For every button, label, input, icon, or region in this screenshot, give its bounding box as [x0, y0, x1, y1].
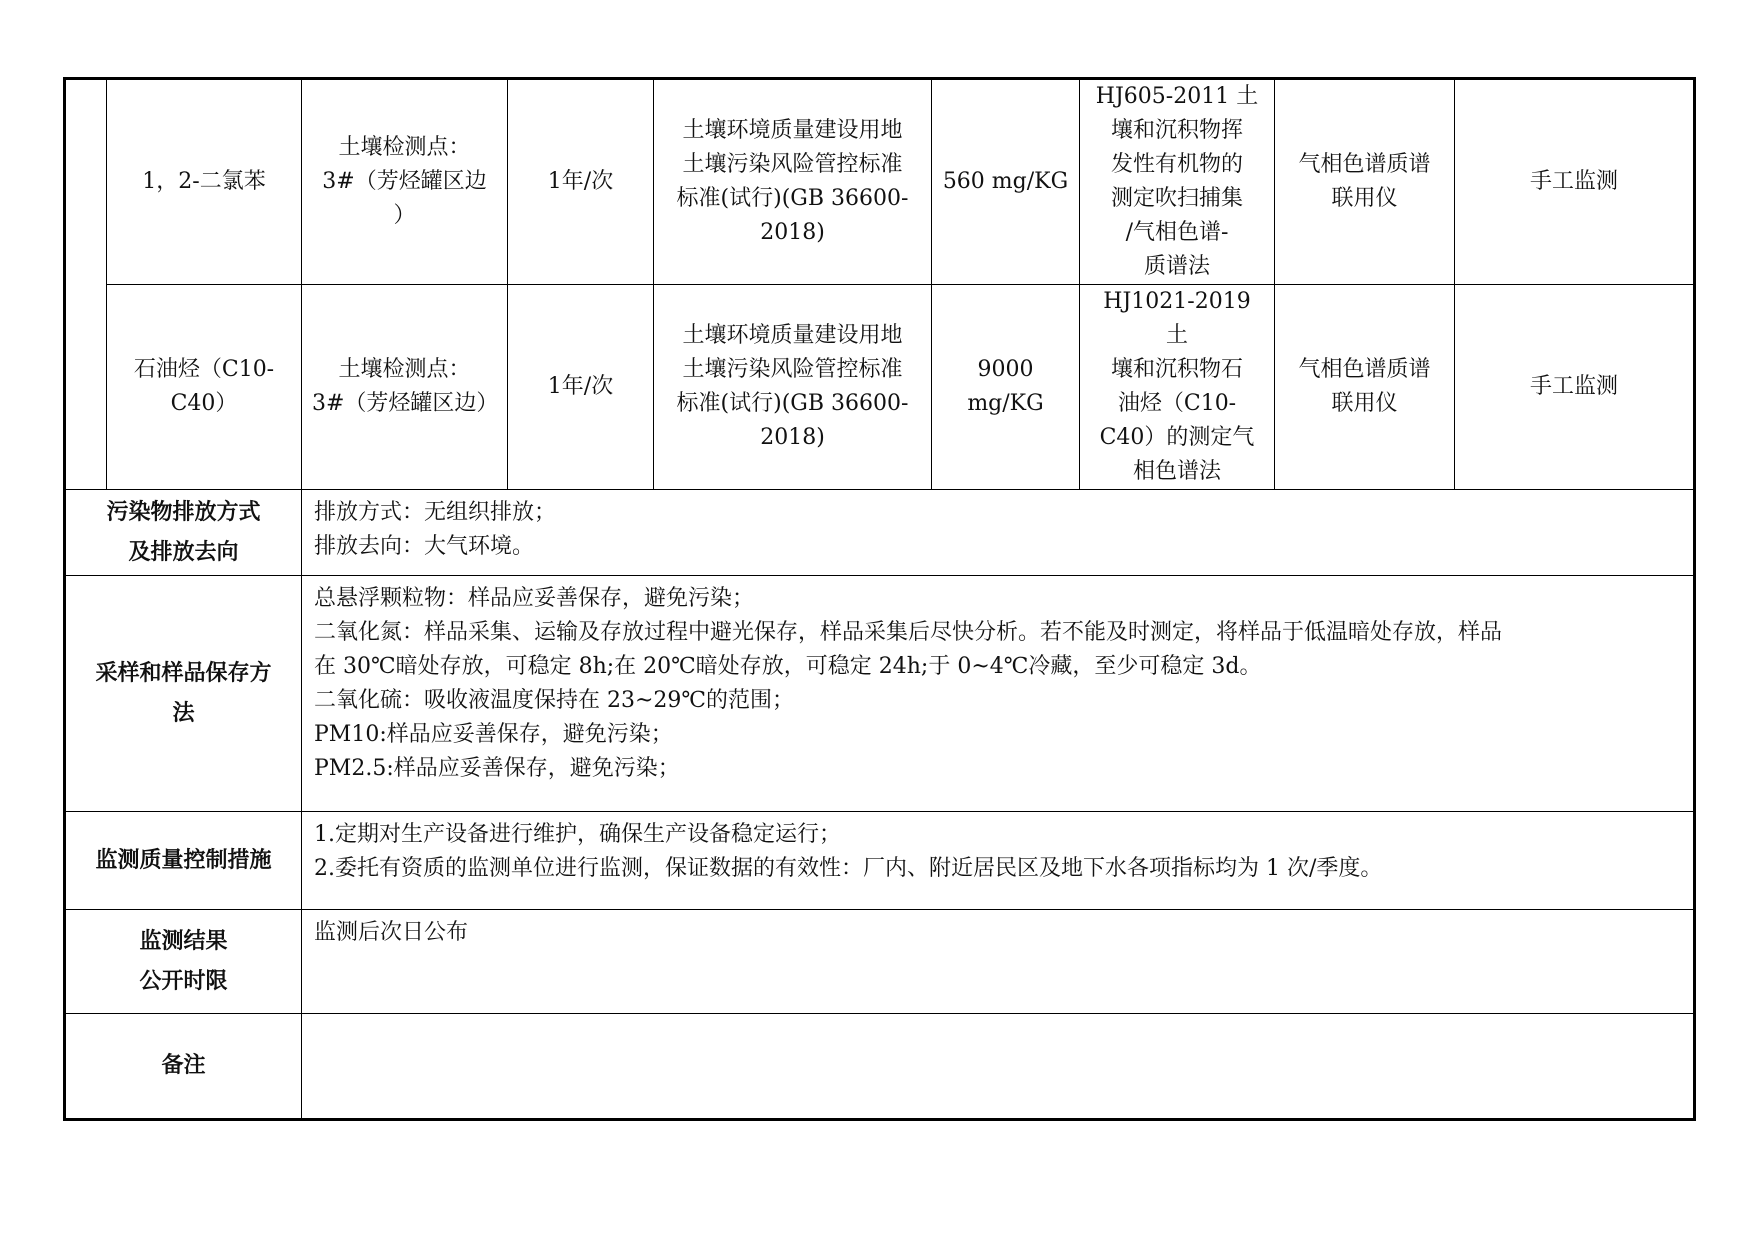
discharge-content: 排放方式：无组织排放； 排放去向：大气环境。	[302, 490, 1695, 576]
quality-control-row	[65, 812, 1695, 910]
frequency-cell: 1年/次	[508, 285, 654, 490]
sampling-row	[65, 576, 1695, 812]
discharge-label: 污染物排放方式 及排放去向	[65, 490, 302, 576]
disclosure-label: 监测结果 公开时限	[65, 910, 302, 1014]
limit-cell: 560 mg/KG	[932, 79, 1080, 285]
discharge-row	[65, 490, 1695, 576]
sampling-label: 采样和样品保存方 法	[65, 576, 302, 812]
limit-cell: 9000 mg/KG	[932, 285, 1080, 490]
remarks-row	[65, 1014, 1695, 1120]
table-row	[65, 79, 1695, 285]
disclosure-row	[65, 910, 1695, 1014]
frequency-cell: 1年/次	[508, 79, 654, 285]
remarks-label: 备注	[65, 1014, 302, 1120]
table-row	[65, 285, 1695, 490]
method-cell: HJ1021-2019 土 壤和沉积物石 油烃（C10- C40）的测定气 相色谱法	[1080, 285, 1275, 490]
method-cell: HJ605-2011 土 壤和沉积物挥 发性有机物的 测定吹扫捕集 /气相色谱- 质谱法	[1080, 79, 1275, 285]
pollutant-item-cell: 1，2-二氯苯	[107, 79, 302, 285]
remarks-content	[302, 1014, 1695, 1120]
monitoring-point-cell: 土壤检测点： 3#（芳烃罐区边 ）	[302, 79, 508, 285]
instrument-cell: 气相色谱质谱 联用仪	[1275, 79, 1455, 285]
quality-control-label: 监测质量控制措施	[65, 812, 302, 910]
pollutant-item-cell: 石油烃（C10- C40）	[107, 285, 302, 490]
monitoring-table	[63, 77, 1696, 1121]
sampling-content: 总悬浮颗粒物：样品应妥善保存，避免污染； 二氧化氮：样品采集、运输及存放过程中避光保存，样品采集后尽快分析。若不能及时测定，将样品于低温暗处存放，样品 在 30℃暗处存放，可稳定 8h;在 20℃暗处存放，可稳定 24h;于 0~4℃冷藏，至少可稳定 3d。 二氧化硫：吸收液温度保持在 23~29℃的范围； PM10:样品应妥善保存，避免污染； PM2.5:样品应妥善保存，避免污染；	[302, 576, 1695, 812]
merged-left-cell	[65, 79, 107, 490]
instrument-cell: 气相色谱质谱 联用仪	[1275, 285, 1455, 490]
monitoring-mode-cell: 手工监测	[1455, 285, 1695, 490]
disclosure-content: 监测后次日公布	[302, 910, 1695, 1014]
monitoring-point-cell: 土壤检测点： 3#（芳烃罐区边）	[302, 285, 508, 490]
quality-control-content: 1.定期对生产设备进行维护，确保生产设备稳定运行； 2.委托有资质的监测单位进行监测，保证数据的有效性：厂内、附近居民区及地下水各项指标均为 1 次/季度。	[302, 812, 1695, 910]
monitoring-mode-cell: 手工监测	[1455, 79, 1695, 285]
standard-cell: 土壤环境质量建设用地 土壤污染风险管控标准 标准(试行)(GB 36600- 2018)	[654, 79, 932, 285]
standard-cell: 土壤环境质量建设用地 土壤污染风险管控标准 标准(试行)(GB 36600- 2018)	[654, 285, 932, 490]
